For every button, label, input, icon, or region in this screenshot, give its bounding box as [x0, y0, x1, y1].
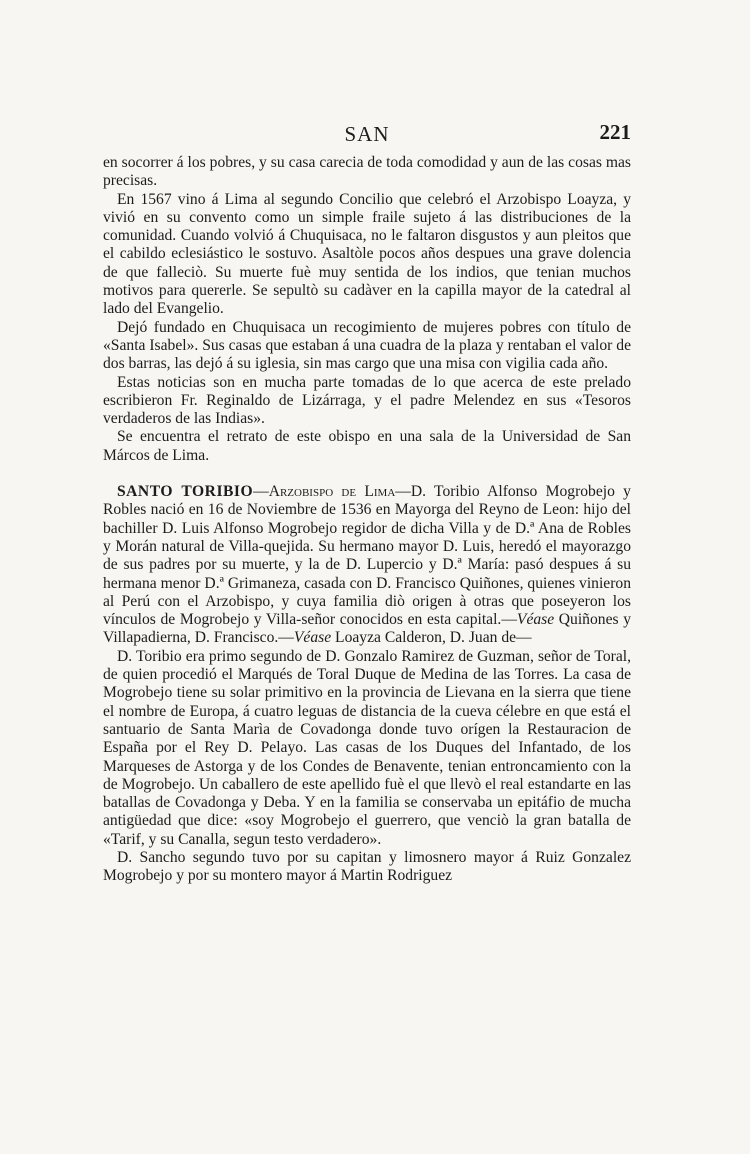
running-title: SAN [344, 122, 390, 146]
entry-santo-toribio [103, 483, 631, 648]
paragraph-noticias: Estas noticias son en mucha parte tomadas de lo que acerca de este prelado escribieron Fr. Reginaldo de Lizárraga, y el padre Melendez en sus «Tesoros verdaderos de las Indias». [103, 373, 631, 428]
see-also-ref-1: Quiñones y Villapadierna, D. Francisco.— [103, 611, 631, 647]
entry-separator [103, 465, 631, 483]
entry-title: —Arzobispo de Lima— [253, 483, 411, 501]
body-text [103, 154, 631, 886]
running-head [103, 118, 631, 154]
entry-first-paragraph: D. Toribio Alfonso Mogrobejo y Robles nació en 16 de Noviembre de 1536 en Mayorga del Reyno de Leon: hijo del bachiller D. Luis Alfonso Mogrobejo regidor de dicha Villa y de D.ª Ana de Robles y Morán natural de Villa-quejida. Su hermano mayor D. Luis, heredó el mayorazgo de sus padres por su muerte, y la de D. Lupercio y D.ª María: pasó despues á su hermana menor D.ª Grimaneza, casada con D. Francisco Quiñones, quienes vinieron al Perú con el Arzobispo, y cuya familia diò origen à otras que poseyeron los vínculos de Mogrobejo y Villa-señor conocidos en esta capital.— [103, 483, 631, 629]
see-also-label-2: Véase [293, 629, 332, 647]
page-number: 221 [599, 120, 631, 144]
book-page [103, 118, 631, 886]
paragraph-continuation: en socorrer á los pobres, y su casa carecia de toda comodidad y aun de las cosas mas precisas. [103, 154, 631, 190]
paragraph-recogimiento: Dejó fundado en Chuquisaca un recogimiento de mujeres pobres con título de «Santa Isabel». Sus casas que estaban á una cuadra de la plaza y rentaban el valor de dos barras, las dejó á su iglesia, sin mas cargo que una misa con vigilia cada año. [103, 318, 631, 373]
see-also-ref-2: Loayza Calderon, D. Juan de— [331, 629, 532, 647]
paragraph-genealogia: D. Toribio era primo segundo de D. Gonzalo Ramirez de Guzman, señor de Toral, de quien procedió el Marqués de Toral Duque de Medina de las Torres. La casa de Mogrobejo tiene su solar primitivo en la provincia de Lievana en la sierra que tiene el nombre de Europa, á cuatro leguas de distancia de la cueva célebre en que está el santuario de Santa Marìa de Covadonga donde tuvo orígen la Restauracion de España por el Rey D. Pelayo. Las casas de los Duques del Infantado, de los Marqueses de Astorga y de los Condes de Benavente, tenian entroncamiento con la de Mogrobejo. Un caballero de este apellido fuè el que llevò el real estandarte en las batallas de Covadonga y Deba. Y en la familia se conservaba un epitáfio de mucha antigüedad que dice: «soy Mogrobejo el guerrero, que venciò la gran batalla de «Tarif, y su Canalla, segun testo verdadero». [103, 647, 631, 848]
paragraph-concilio: En 1567 vino á Lima al segundo Concilio que celebró el Arzobispo Loayza, y vivió en su convento como un simple fraile sujeto á las distribuciones de la comunidad. Cuando volvió á Chuquisaca, no le faltaron disgustos y aun pleitos que el cabildo eclesiástico le sostuvo. Asaltòle pocos años despues una grave dolencia de que falleciò. Su muerte fuè muy sentida de los indios, que tenian muchos motivos para quererle. Se sepultò su cadàver en la capilla mayor de la catedral al lado del Evangelio. [103, 190, 631, 318]
paragraph-retrato: Se encuentra el retrato de este obispo en una sala de la Universidad de San Márcos de Lima. [103, 428, 631, 464]
paragraph-sancho: D. Sancho segundo tuvo por su capitan y limosnero mayor á Ruiz Gonzalez Mogrobejo y por su montero mayor á Martin Rodriguez [103, 848, 631, 885]
see-also-label-1: Véase [516, 611, 555, 629]
entry-headword: SANTO TORIBIO [117, 483, 254, 501]
